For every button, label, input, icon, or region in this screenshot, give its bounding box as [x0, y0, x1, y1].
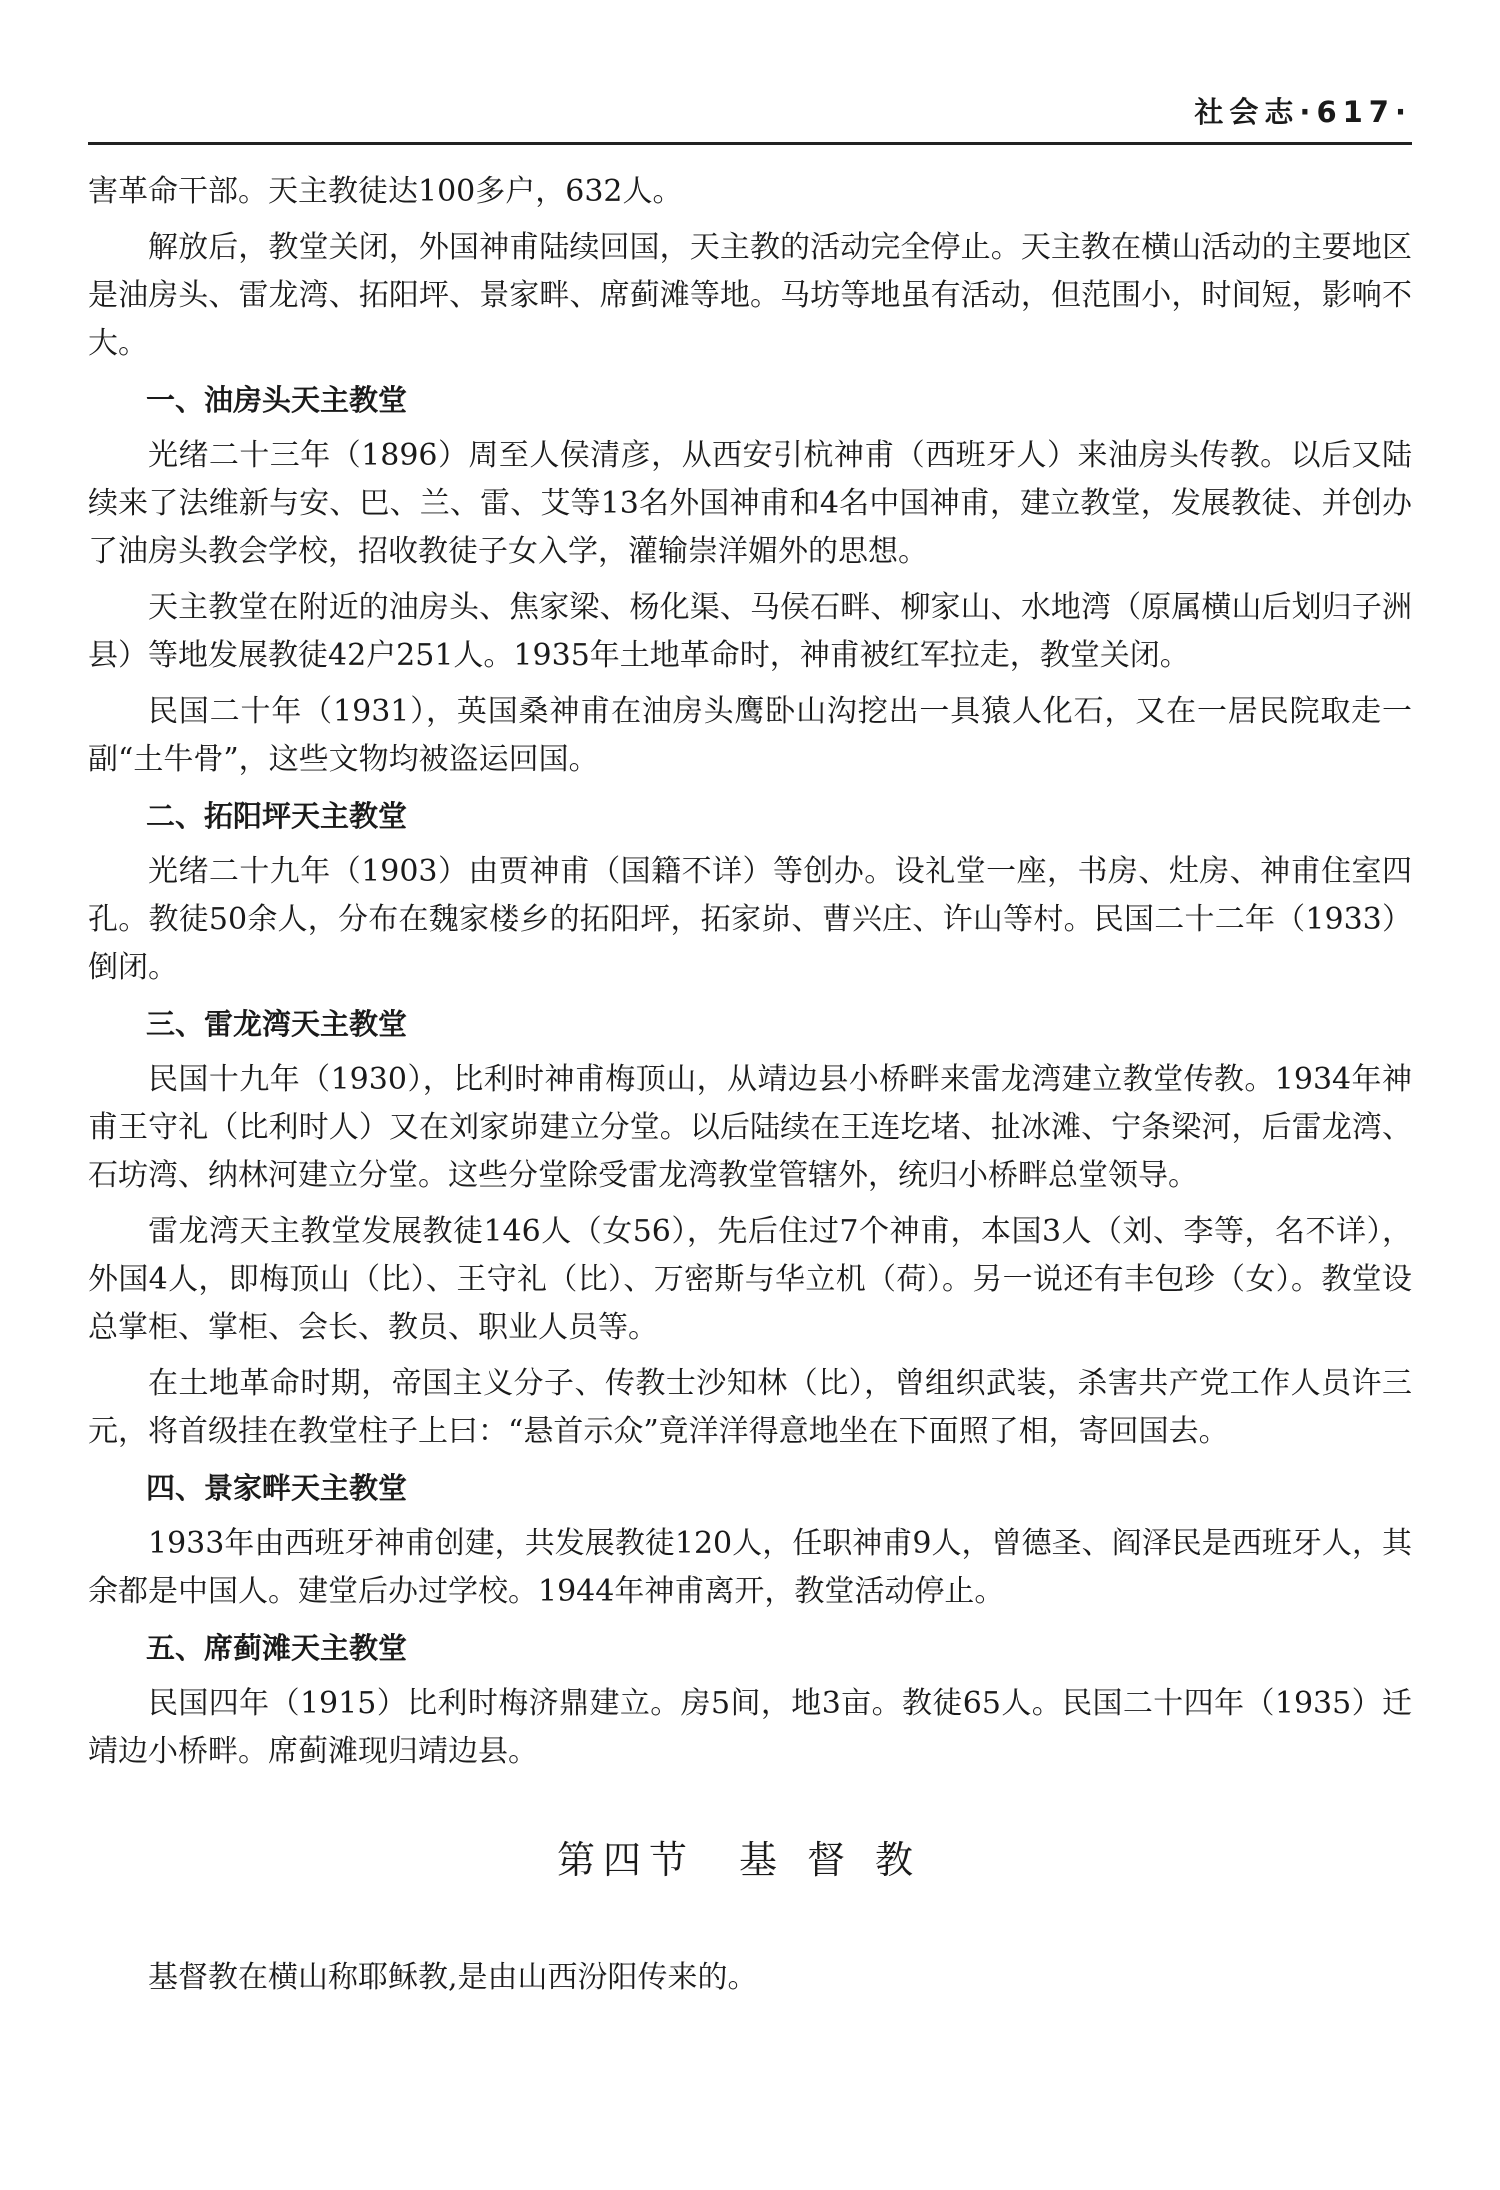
subsection-heading-jingjiapan: 四、景家畔天主教堂	[146, 1471, 408, 1505]
paragraph: 光绪二十三年（1896）周至人侯清彦，从西安引杭神甫（西班牙人）来油房头传教。以后又陆续来了法维新与安、巴、兰、雷、艾等13名外国神甫和4名中国神甫，建立教堂，发展教徒、并创办了油房头教会学校，招收教徒子女入学，灌输崇洋媚外的思想。	[88, 438, 1412, 569]
paragraph: 在土地革命时期，帝国主义分子、传教士沙知林（比），曾组织武装，杀害共产党工作人员许三元，将首级挂在教堂柱子上曰：“悬首示众”竟洋洋得意地坐在下面照了相，寄回国去。	[88, 1366, 1412, 1449]
running-title: 社会志·617·	[1194, 95, 1412, 129]
subsection-heading-leilongwan: 三、雷龙湾天主教堂	[146, 1007, 408, 1041]
paragraph: 雷龙湾天主教堂发展教徒146人（女56），先后住过7个神甫，本国3人（刘、李等，名不详），外国4人，即梅顶山（比）、王守礼（比）、万密斯与华立机（荷）。另一说还有丰包珍（女）。教堂设总掌柜、掌柜、会长、教员、职业人员等。	[88, 1214, 1412, 1345]
paragraph: 民国四年（1915）比利时梅济鼎建立。房5间，地3亩。教徒65人。民国二十四年（1935）迁靖边小桥畔。席蓟滩现归靖边县。	[88, 1686, 1412, 1769]
running-header	[88, 92, 1412, 145]
paragraph: 解放后，教堂关闭，外国神甫陆续回国，天主教的活动完全停止。天主教在横山活动的主要地区是油房头、雷龙湾、拓阳坪、景家畔、席蓟滩等地。马坊等地虽有活动，但范围小，时间短，影响不大。	[88, 230, 1412, 361]
subsection-heading-xijitan: 五、席蓟滩天主教堂	[146, 1631, 408, 1665]
page-body	[88, 168, 1412, 2010]
paragraph: 基督教在横山称耶稣教,是由山西汾阳传来的。	[148, 1960, 758, 1995]
paragraph-continued: 害革命干部。天主教徒达100多户，632人。	[88, 174, 683, 209]
subsection-heading-tuoyangping: 二、拓阳坪天主教堂	[146, 799, 408, 833]
paragraph: 1933年由西班牙神甫创建，共发展教徒120人，任职神甫9人，曾德圣、阎泽民是西班牙人，其余都是中国人。建堂后办过学校。1944年神甫离开，教堂活动停止。	[88, 1526, 1412, 1609]
paragraph: 光绪二十九年（1903）由贾神甫（国籍不详）等创办。设礼堂一座，书房、灶房、神甫住室四孔。教徒50余人，分布在魏家楼乡的拓阳坪，拓家峁、曹兴庄、许山等村。民国二十二年（1933）倒闭。	[88, 854, 1412, 985]
subsection-heading-youfangtou: 一、油房头天主教堂	[146, 383, 408, 417]
paragraph: 天主教堂在附近的油房头、焦家梁、杨化渠、马侯石畔、柳家山、水地湾（原属横山后划归子洲县）等地发展教徒42户251人。1935年土地革命时，神甫被红军拉走，教堂关闭。	[88, 590, 1412, 673]
section-title: 基督教	[739, 1838, 944, 1882]
paragraph: 民国十九年（1930），比利时神甫梅顶山，从靖边县小桥畔来雷龙湾建立教堂传教。1934年神甫王守礼（比利时人）又在刘家峁建立分堂。以后陆续在王连圪堵、扯冰滩、宁条梁河，后雷龙湾、石坊湾、纳林河建立分堂。这些分堂除受雷龙湾教堂管辖外，统归小桥畔总堂领导。	[88, 1062, 1412, 1193]
paragraph: 民国二十年（1931），英国桑神甫在油房头鹰卧山沟挖出一具猿人化石，又在一居民院取走一副“土牛骨”，这些文物均被盗运回国。	[88, 694, 1412, 777]
section-heading	[88, 1836, 1412, 1884]
section-number: 第四节	[556, 1838, 695, 1882]
